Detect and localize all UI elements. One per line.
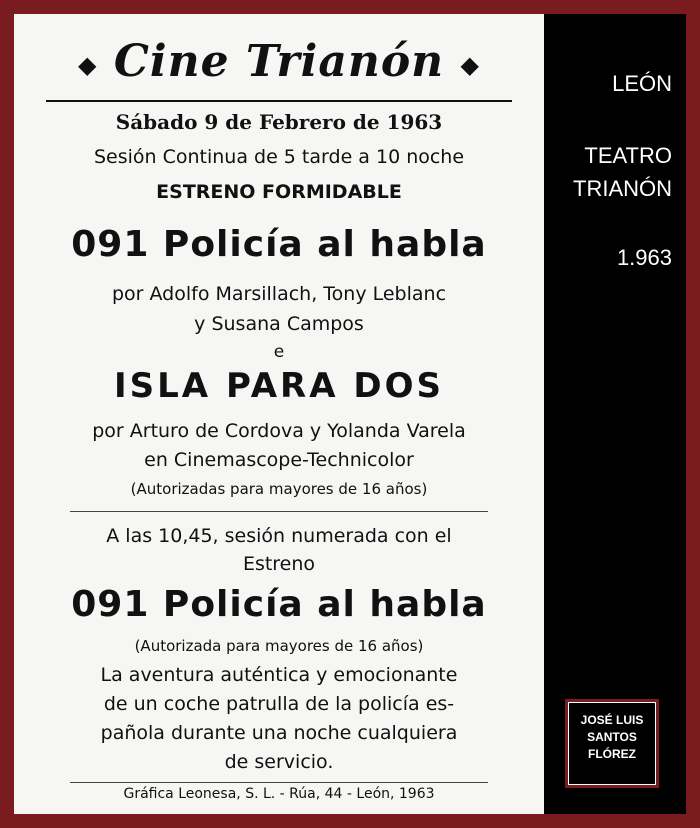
film1-cast-line1: por Adolfo Marsillach, Tony Leblanc [111,283,447,305]
author-credit [568,702,656,785]
premiere-label: ESTRENO FORMIDABLE [156,181,402,203]
film2-cast: por Arturo de Cordova y Yolanda Varela [92,420,466,442]
synopsis-line1: La aventura auténtica y emocionante [100,664,458,686]
rating-plural: (Autorizadas para mayores de 16 años) [130,480,428,498]
cinema-poster [14,14,544,814]
diamond-right-icon: ◆ [460,50,480,79]
numbered-session-line2: Estreno [242,553,316,575]
film2-format: en Cinemascope-Technicolor [144,449,414,471]
printer-credit: Gráfica Leonesa, S. L. - Rúa, 44 - León, 1963 [123,786,435,802]
title-divider [46,100,512,102]
diamond-left-icon: ◆ [78,50,98,79]
sidebar-year: 1.963 [616,245,672,270]
section-divider [70,511,488,512]
credit-line3: FLÓREZ [588,747,636,761]
poster-title: Cine Trianón [113,36,445,87]
film1-title: 091 Policía al habla [71,224,487,265]
film3-title: 091 Policía al habla [71,584,487,625]
credit-line2: SANTOS [587,730,637,744]
conjunction: e [273,342,285,362]
synopsis-line2: de un coche patrulla de la policía es- [103,693,455,715]
session-times: Sesión Continua de 5 tarde a 10 noche [93,146,465,168]
rating-single: (Autorizada para mayores de 16 años) [134,637,424,655]
synopsis-line3: pañola durante una noche cualquiera [100,722,458,744]
synopsis-line4: de servicio. [224,751,334,773]
poster-date: Sábado 9 de Febrero de 1963 [115,110,443,134]
sidebar-theater-line2: TRIANÓN [573,176,672,201]
credit-line1: JOSÉ LUIS [580,713,644,727]
author-credit-box [565,699,659,788]
footer-divider [70,782,488,783]
caption-sidebar [544,14,686,814]
sidebar-theater-line1: TEATRO [584,143,672,168]
numbered-session-line1: A las 10,45, sesión numerada con el [106,525,452,547]
sidebar-city: LEÓN [612,71,672,96]
poster-title-row [14,36,544,87]
film1-cast-line2: y Susana Campos [194,313,364,335]
film2-title: ISLA PARA DOS [113,366,444,406]
